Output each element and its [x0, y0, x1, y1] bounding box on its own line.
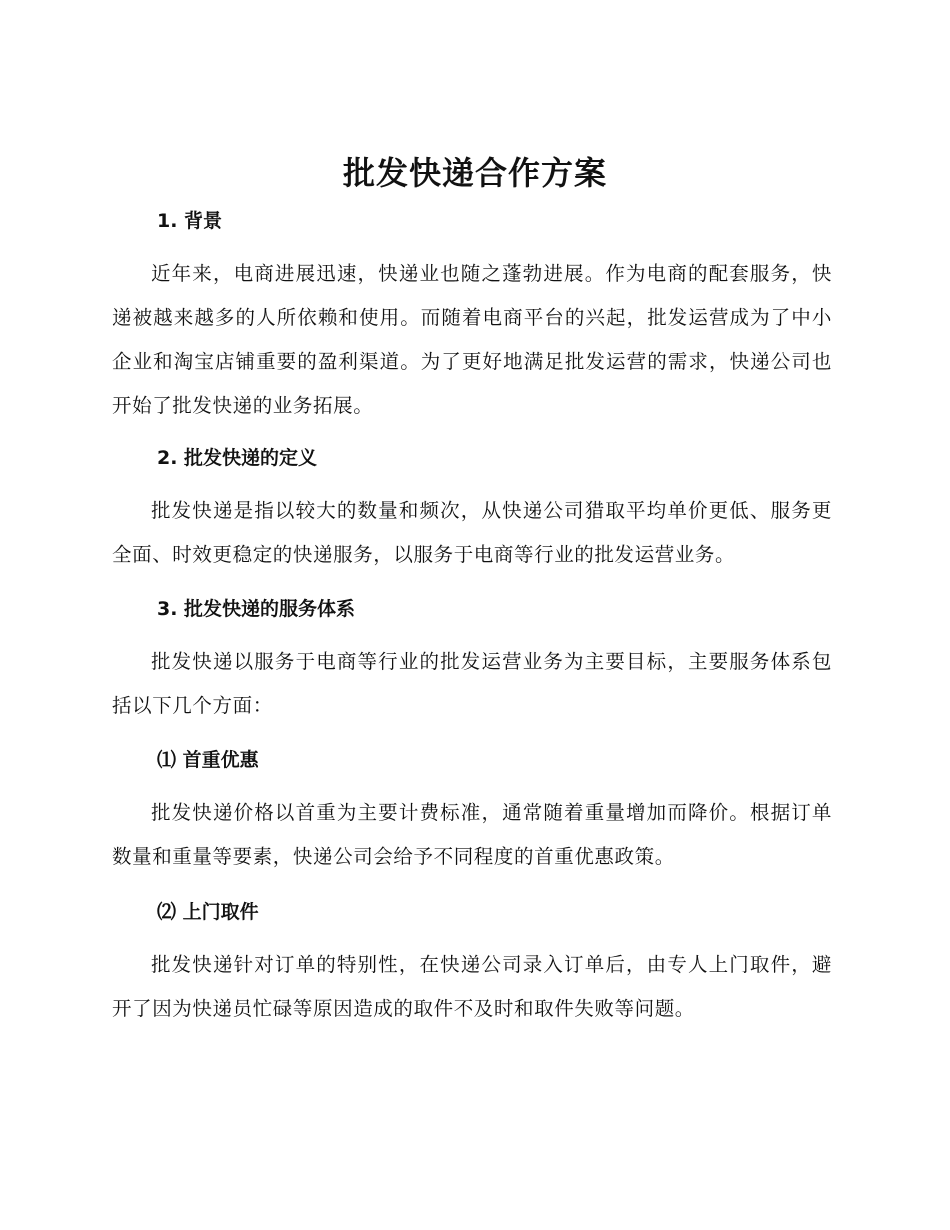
- subsection-body-door-pickup: 批发快递针对订单的特别性，在快递公司录入订单后，由专人上门取件，避开了因为快递员忙碌等原因造成的取件不及时和取件失败等问题。: [112, 953, 832, 1020]
- document-title: 批发快递合作方案: [342, 154, 607, 192]
- section-body-background: 近年来，电商进展迅速，快递业也随之蓬勃进展。作为电商的配套服务，快递被越来越多的人所依赖和使用。而随着电商平台的兴起，批发运营成为了中小企业和淘宝店铺重要的盈利渠道。为了更好地满足批发运营的需求，快递公司也开始了批发快递的业务拓展。: [112, 262, 832, 417]
- subsection-heading-door-pickup: ⑵ 上门取件: [157, 901, 259, 923]
- section-heading-definition: 2. 批发快递的定义: [157, 447, 318, 469]
- section-body-definition: 批发快递是指以较大的数量和频次，从快递公司猎取平均单价更低、服务更全面、时效更稳定的快递服务，以服务于电商等行业的批发运营业务。: [112, 499, 832, 566]
- subsection-body-first-weight-discount: 批发快递价格以首重为主要计费标准，通常随着重量增加而降价。根据订单数量和重量等要素，快递公司会给予不同程度的首重优惠政策。: [112, 801, 832, 868]
- section-body-service-system: 批发快递以服务于电商等行业的批发运营业务为主要目标，主要服务体系包括以下几个方面：: [112, 650, 832, 717]
- section-heading-service-system: 3. 批发快递的服务体系: [157, 598, 356, 620]
- section-heading-background: 1. 背景: [157, 210, 223, 232]
- subsection-heading-first-weight-discount: ⑴ 首重优惠: [157, 749, 259, 771]
